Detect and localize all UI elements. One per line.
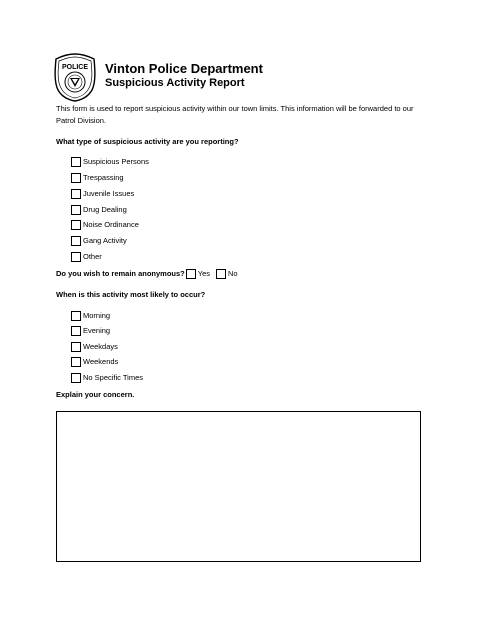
activity-question: What type of suspicious activity are you reporting? xyxy=(56,137,239,146)
checkbox[interactable] xyxy=(71,236,81,246)
option-label: No xyxy=(228,269,238,278)
concern-text-area[interactable] xyxy=(56,411,421,562)
checkbox[interactable] xyxy=(186,269,196,279)
option-label: Suspicious Persons xyxy=(83,157,149,166)
checkbox[interactable] xyxy=(71,220,81,230)
page-title: Vinton Police Department xyxy=(105,61,263,76)
page-subtitle: Suspicious Activity Report xyxy=(105,77,245,89)
option-label: Morning xyxy=(83,311,111,320)
anonymous-yes-option[interactable] xyxy=(186,269,210,279)
option-label: Weekdays xyxy=(83,342,118,351)
option-no-specific-times[interactable] xyxy=(71,372,143,383)
checkbox[interactable] xyxy=(71,173,81,183)
option-label: Juvenile Issues xyxy=(83,189,135,198)
option-label: No Specific Times xyxy=(83,373,144,382)
anonymous-no-option[interactable] xyxy=(216,269,238,279)
checkbox[interactable] xyxy=(71,205,81,215)
concern-label: Explain your concern. xyxy=(56,390,135,399)
option-juvenile-issues[interactable] xyxy=(71,188,134,199)
checkbox[interactable] xyxy=(71,342,81,352)
svg-text:POLICE: POLICE xyxy=(61,64,89,71)
option-label: Drug Dealing xyxy=(83,205,127,214)
option-label: Weekends xyxy=(83,357,119,366)
option-label: Gang Activity xyxy=(83,236,127,245)
option-weekdays[interactable] xyxy=(71,341,118,352)
option-label: Evening xyxy=(83,326,111,335)
police-badge-logo xyxy=(52,52,98,102)
option-trespassing[interactable] xyxy=(71,172,124,183)
option-drug-dealing[interactable] xyxy=(71,204,127,215)
checkbox[interactable] xyxy=(71,357,81,367)
checkbox[interactable] xyxy=(71,311,81,321)
option-other[interactable] xyxy=(71,251,102,262)
checkbox[interactable] xyxy=(71,373,81,383)
checkbox[interactable] xyxy=(71,252,81,262)
timing-question: When is this activity most likely to occur? xyxy=(56,290,206,299)
option-suspicious-persons[interactable] xyxy=(71,156,149,167)
option-gang-activity[interactable] xyxy=(71,235,127,246)
option-morning[interactable] xyxy=(71,310,110,321)
option-evening[interactable] xyxy=(71,325,110,336)
checkbox[interactable] xyxy=(71,157,81,167)
anonymous-question: Do you wish to remain anonymous? xyxy=(56,269,185,278)
intro-text: This form is used to report suspicious activity within our town limits. This information will be forwarded to our Patrol Division. xyxy=(56,104,414,125)
option-label: Other xyxy=(83,252,102,261)
option-label: Trespassing xyxy=(83,173,124,182)
option-noise-ordinance[interactable] xyxy=(71,219,139,230)
checkbox[interactable] xyxy=(216,269,226,279)
option-label: Noise Ordinance xyxy=(83,220,139,229)
anonymous-row xyxy=(56,268,238,279)
option-label: Yes xyxy=(197,269,211,278)
checkbox[interactable] xyxy=(71,326,81,336)
checkbox[interactable] xyxy=(71,189,81,199)
option-weekends[interactable] xyxy=(71,356,118,367)
